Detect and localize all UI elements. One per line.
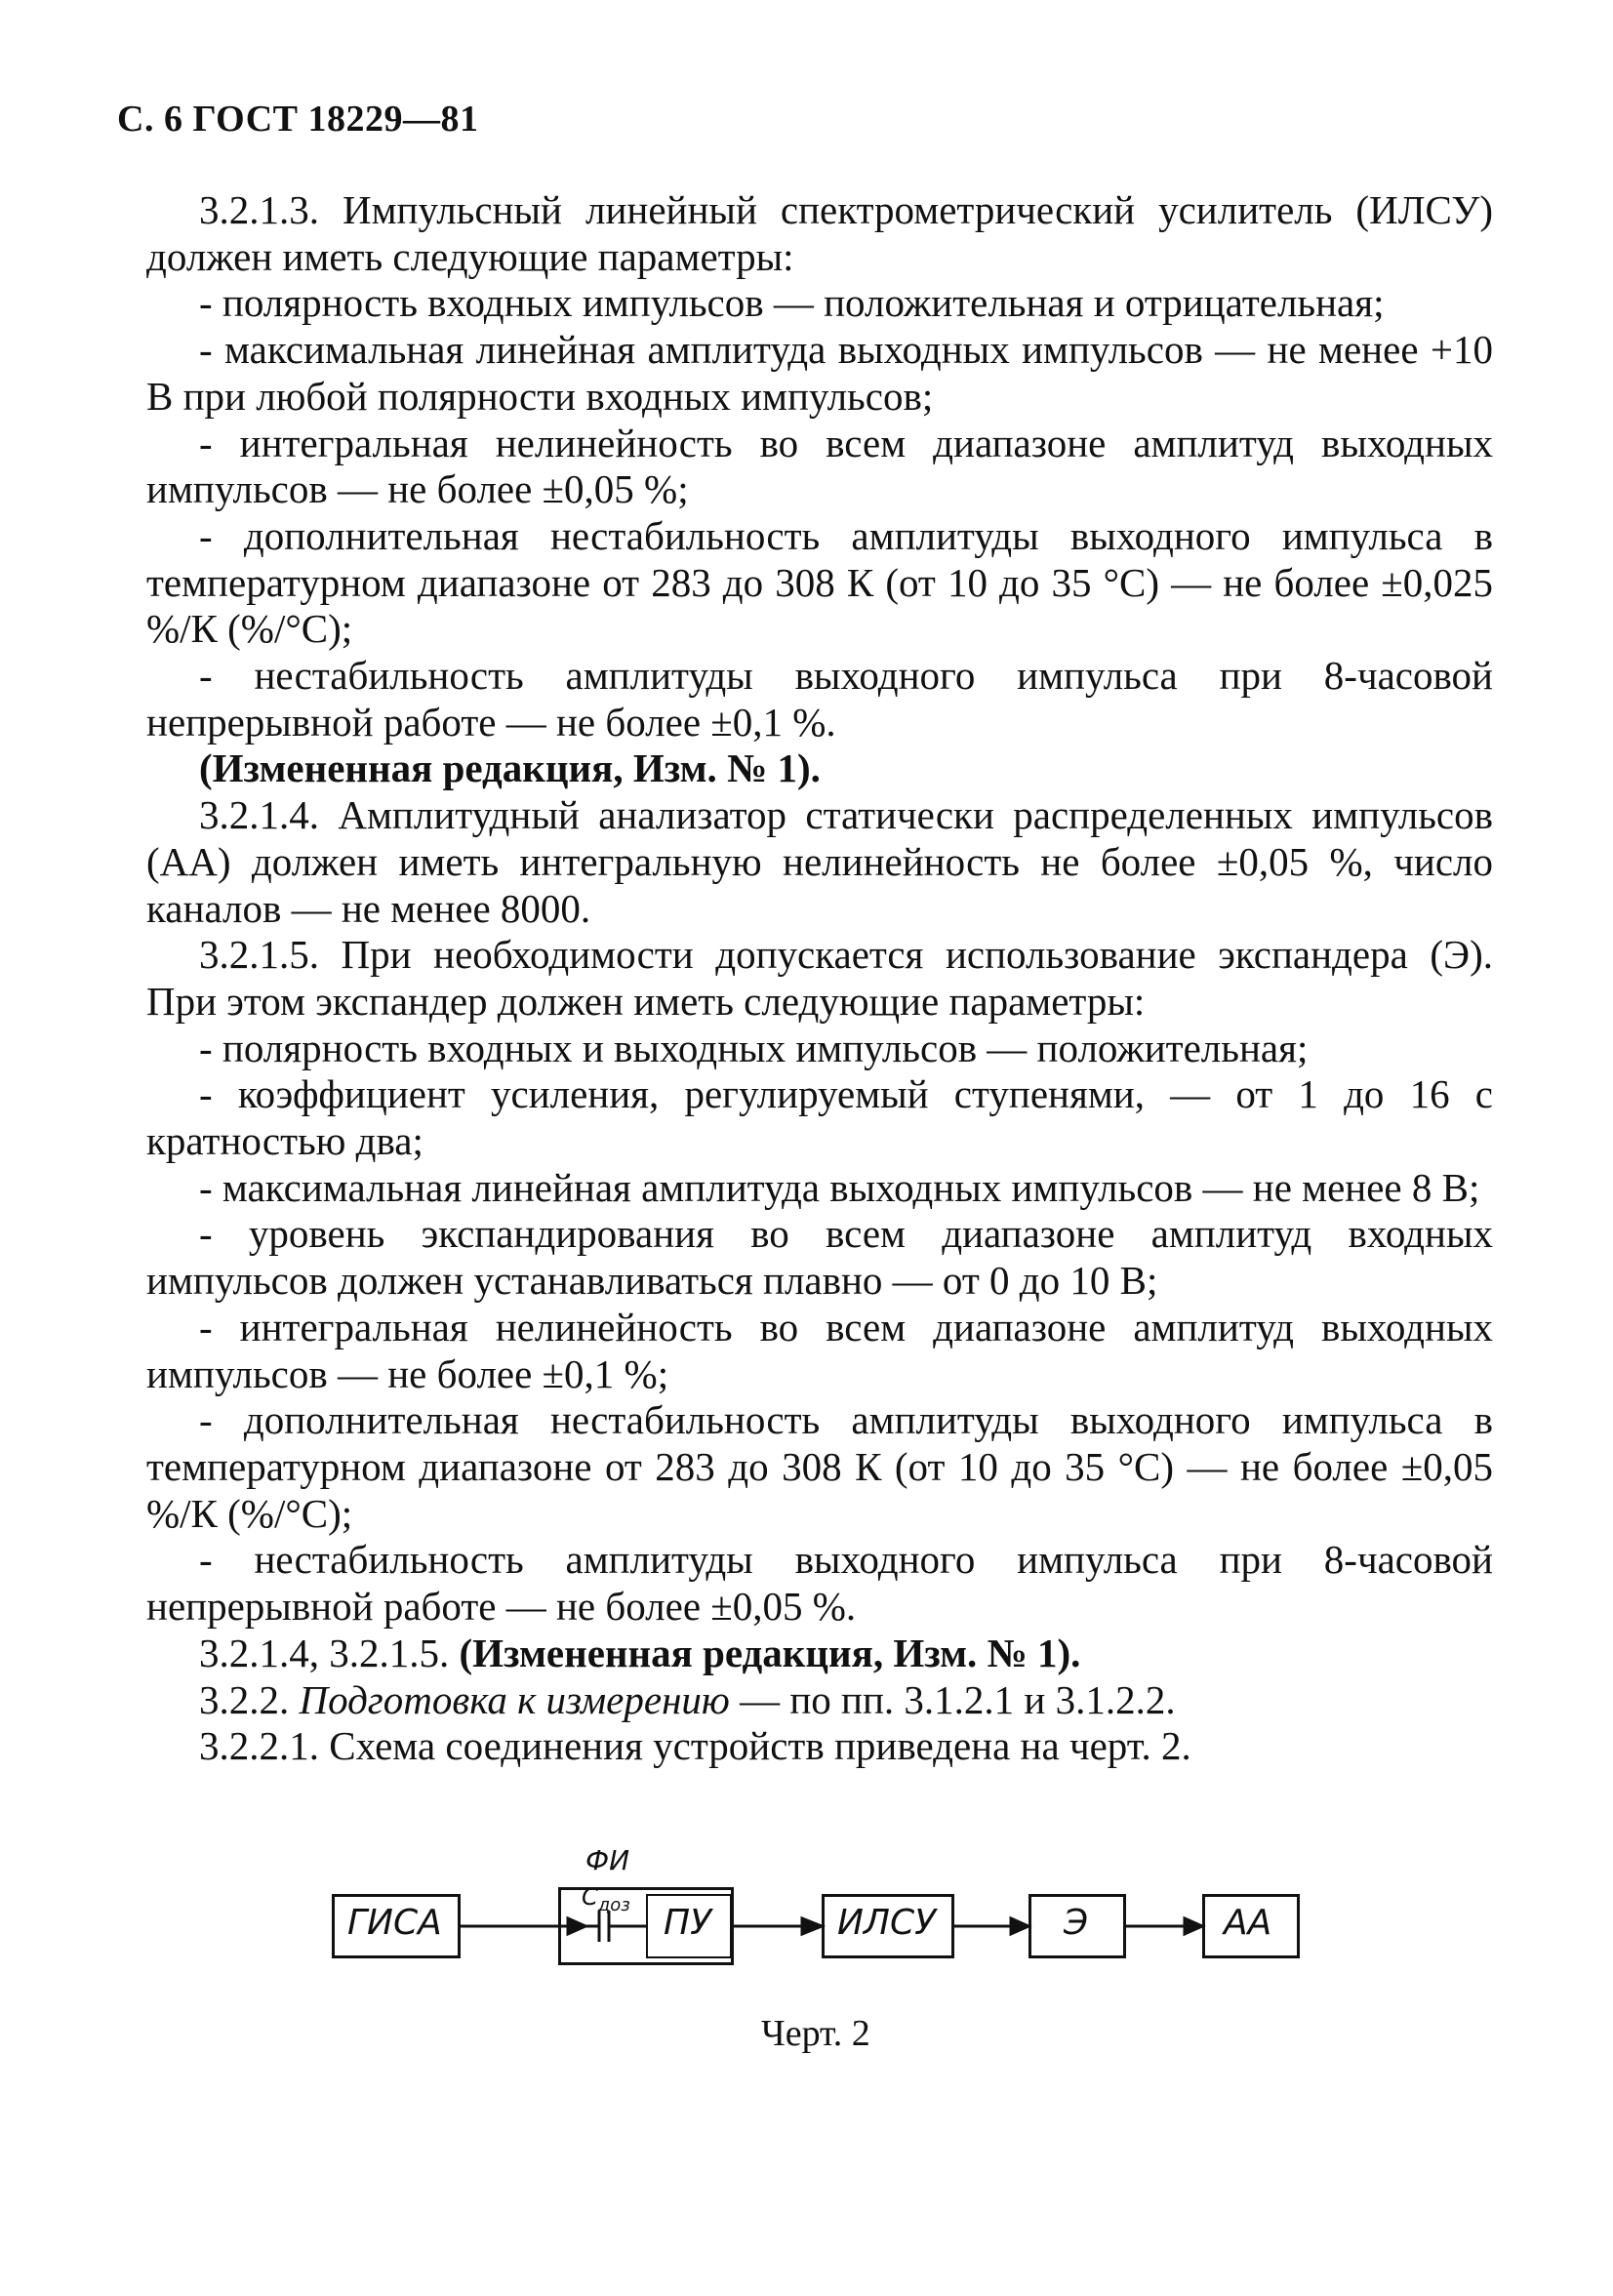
section-number: 3.2.2. bbox=[199, 1676, 300, 1722]
block-fi bbox=[558, 1887, 734, 1965]
arrow-head bbox=[1011, 1918, 1028, 1934]
list-item: - уровень экспандирования во всем диапазоне амплитуд входных импульсов должен устанавливаться плавно — от 0 до 10 В; bbox=[146, 1211, 1493, 1304]
list-item: - дополнительная нестабильность амплитуды выходного импульса в температурном диапазоне от 283 до 308 К (от 10 до 35 °С) — не более ±0,025 %/К (%/°С); bbox=[146, 512, 1493, 652]
block-ilsu-label: ИЛСУ bbox=[837, 1903, 937, 1943]
paragraph-3-2-1-3: 3.2.1.3. Импульсный линейный спектрометрический усилитель (ИЛСУ) должен иметь следующие параметры: bbox=[146, 187, 1493, 279]
block-aa bbox=[1202, 1894, 1300, 1958]
amendment-text: (Измененная редакция, Изм. № 1). bbox=[459, 1630, 1081, 1675]
block-fi-label: ФИ bbox=[585, 1844, 630, 1876]
block-e-label: Э bbox=[1064, 1903, 1089, 1943]
list-item: - интегральная нелинейность во всем диапазоне амплитуд выходных импульсов — не более ±0,05 %; bbox=[146, 420, 1493, 512]
arrow-head bbox=[568, 1918, 585, 1934]
amendment-note-2 bbox=[146, 1631, 1493, 1677]
block-gisa-label: ГИСА bbox=[347, 1903, 442, 1943]
amendment-note: (Измененная редакция, Изм. № 1). bbox=[199, 745, 821, 791]
list-item: - максимальная линейная амплитуда выходных импульсов — не менее 8 В; bbox=[199, 1164, 1480, 1210]
capacitor-label bbox=[582, 1883, 630, 1915]
list-item: - полярность входных и выходных импульсов — положительная; bbox=[199, 1025, 1309, 1070]
amendment-ref: 3.2.1.4, 3.2.1.5. bbox=[199, 1630, 460, 1675]
figure-caption: Черт. 2 bbox=[761, 2013, 870, 2054]
paragraph-3-2-2-1: 3.2.2.1. Схема соединения устройств приведена на черт. 2. bbox=[199, 1723, 1191, 1769]
section-ref: — по пп. 3.1.2.1 и 3.1.2.2. bbox=[729, 1676, 1176, 1722]
page-header: С. 6 ГОСТ 18229—81 bbox=[117, 99, 479, 140]
block-aa-label: АА bbox=[1224, 1903, 1272, 1943]
paragraph-3-2-1-4: 3.2.1.4. Амплитудный анализатор статически распределенных импульсов (АА) должен иметь интегральную нелинейность не более ±0,05 %, число каналов — не менее 8000. bbox=[146, 792, 1493, 931]
block-pu bbox=[646, 1894, 732, 1958]
block-pu-label: ПУ bbox=[664, 1903, 712, 1943]
list-item: - максимальная линейная амплитуда выходных импульсов — не менее +10 В при любой полярности входных импульсов; bbox=[146, 327, 1493, 419]
block-ilsu bbox=[822, 1894, 954, 1958]
list-item: - нестабильность амплитуды выходного импульса при 8-часовой непрерывной работе — не более ±0,1 %. bbox=[146, 653, 1493, 745]
arrow-head bbox=[802, 1918, 822, 1934]
list-item: - коэффициент усиления, регулируемый ступенями, — от 1 до 16 с кратностью два; bbox=[146, 1071, 1493, 1164]
arrow-head bbox=[1185, 1918, 1202, 1934]
block-gisa bbox=[332, 1894, 461, 1958]
block-e bbox=[1028, 1894, 1126, 1958]
list-item: - интегральная нелинейность во всем диапазоне амплитуд выходных импульсов — не более ±0,1 %; bbox=[146, 1304, 1493, 1396]
paragraph-3-2-2 bbox=[146, 1677, 1493, 1724]
list-item: - дополнительная нестабильность амплитуды выходного импульса в температурном диапазоне от 283 до 308 К (от 10 до 35 °С) — не более ±0,05 %/К (%/°С); bbox=[146, 1397, 1493, 1536]
capacitor-symbol: С bbox=[582, 1883, 598, 1911]
capacitor-subscript: доз bbox=[597, 1894, 630, 1915]
list-item: - нестабильность амплитуды выходного импульса при 8-часовой непрерывной работе — не более ±0,05 %. bbox=[146, 1537, 1493, 1630]
list-item: - полярность входных импульсов — положительная и отрицательная; bbox=[199, 280, 1385, 326]
paragraph-3-2-1-5: 3.2.1.5. При необходимости допускается использование экспандера (Э). При этом экспандер должен иметь следующие параметры: bbox=[146, 932, 1493, 1024]
section-title: Подготовка к измерению bbox=[299, 1676, 730, 1722]
document-body bbox=[146, 187, 1493, 1770]
